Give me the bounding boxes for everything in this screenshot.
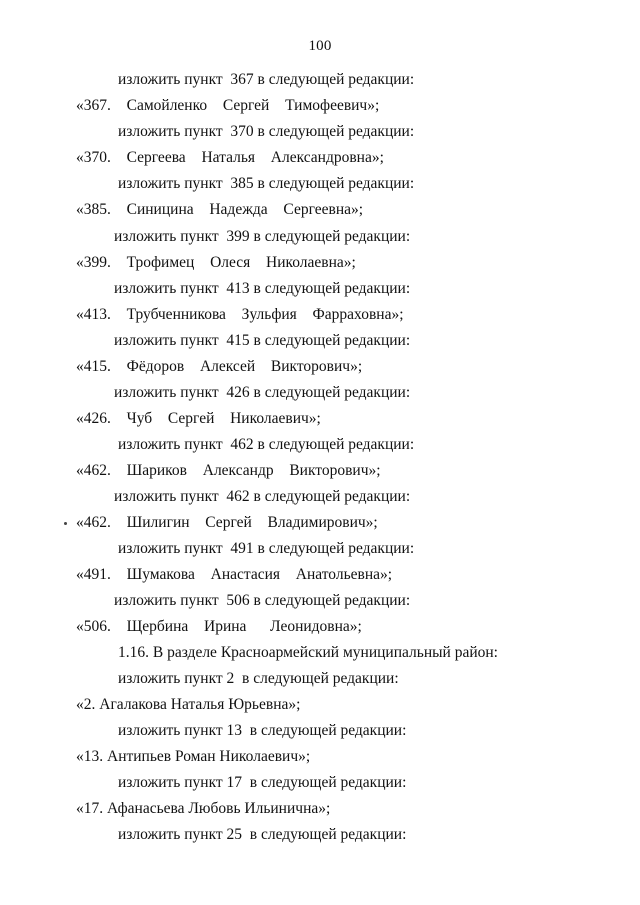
section-heading-1-16: 1.16. В разделе Красноармейский муниципальный район: (118, 644, 498, 661)
instruction-line-491: изложить пункт 491 в следующей редакции: (118, 540, 415, 557)
instruction-line-13: изложить пункт 13 в следующей редакции: (118, 722, 407, 739)
entry-line-413: «413. Трубченникова Зульфия Фарраховна»; (76, 306, 404, 323)
entry-line-385: «385. Синицина Надежда Сергеевна»; (76, 201, 364, 218)
entry-line-367: «367. Самойленко Сергей Тимофеевич»; (76, 97, 380, 114)
entry-line-462b: «462. Шилигин Сергей Владимирович»; (76, 514, 378, 531)
instruction-line-462b: изложить пункт 462 в следующей редакции: (114, 488, 411, 505)
entry-line-399: «399. Трофимец Олеся Николаевна»; (76, 254, 356, 271)
entry-line-506: «506. Щербина Ирина Леонидовна»; (76, 618, 362, 635)
entry-line-370: «370. Сергеева Наталья Александровна»; (76, 149, 384, 166)
instruction-line-385: изложить пункт 385 в следующей редакции: (118, 175, 415, 192)
instruction-line-462a: изложить пункт 462 в следующей редакции: (118, 436, 415, 453)
instruction-line-367: изложить пункт 367 в следующей редакции: (118, 71, 415, 88)
page-number: 100 (308, 38, 332, 54)
instruction-line-2: изложить пункт 2 в следующей редакции: (118, 670, 399, 687)
entry-line-462a: «462. Шариков Александр Викторович»; (76, 462, 381, 479)
instruction-line-25: изложить пункт 25 в следующей редакции: (118, 826, 407, 843)
instruction-line-426: изложить пункт 426 в следующей редакции: (114, 384, 411, 401)
entry-line-17: «17. Афанасьева Любовь Ильинична»; (76, 800, 331, 817)
instruction-line-370: изложить пункт 370 в следующей редакции: (118, 123, 415, 140)
entry-line-13: «13. Антипьев Роман Николаевич»; (76, 748, 311, 765)
entry-line-2: «2. Агалакова Наталья Юрьевна»; (76, 696, 301, 713)
instruction-line-506: изложить пункт 506 в следующей редакции: (114, 592, 411, 609)
entry-line-415: «415. Фёдоров Алексей Викторович»; (76, 358, 363, 375)
entry-line-491: «491. Шумакова Анастасия Анатольевна»; (76, 566, 393, 583)
entry-line-426: «426. Чуб Сергей Николаевич»; (76, 410, 321, 427)
scan-dot-mark (64, 522, 67, 525)
instruction-line-415: изложить пункт 415 в следующей редакции: (114, 332, 411, 349)
instruction-line-17: изложить пункт 17 в следующей редакции: (118, 774, 407, 791)
instruction-line-399: изложить пункт 399 в следующей редакции: (114, 228, 411, 245)
instruction-line-413: изложить пункт 413 в следующей редакции: (114, 280, 411, 297)
